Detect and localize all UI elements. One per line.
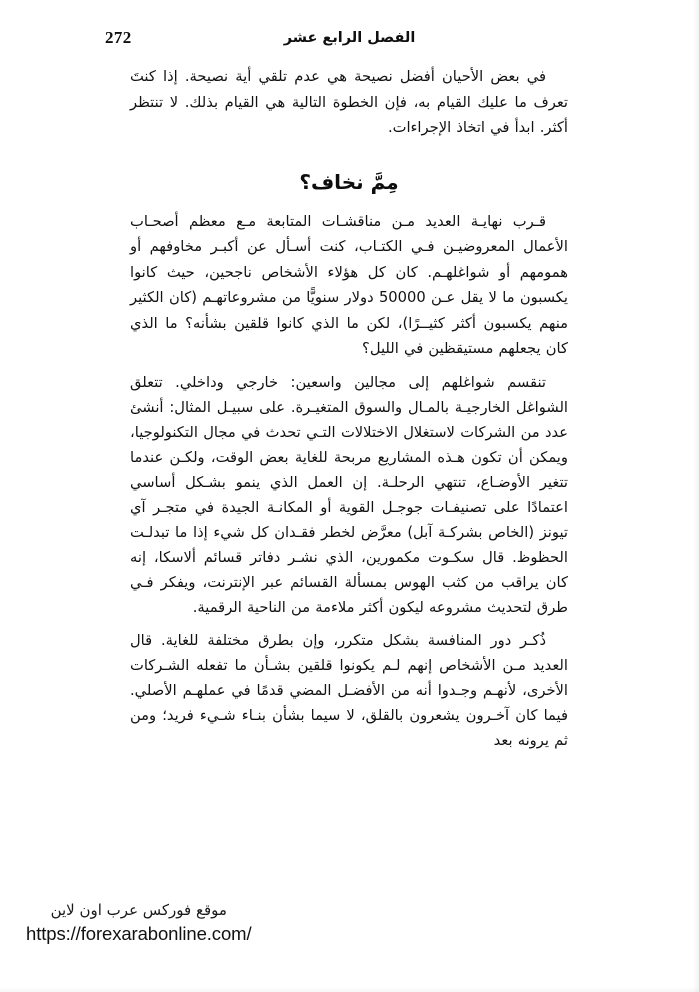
- running-head: [105, 26, 594, 56]
- chapter-title: الفصل الرابع عشر: [283, 30, 416, 46]
- page-edge-shading-right: [693, 0, 699, 992]
- watermark-site-name: موقع فوركس عرب اون لاين: [50, 901, 227, 919]
- page-edge-shading-bottom: [0, 987, 699, 992]
- watermark-url: https://forexarabonline.com/: [26, 923, 252, 944]
- watermark: [26, 899, 252, 946]
- paragraph-external-internal-concerns: تنقسم شواغلهم إلى مجالين واسعين: خارجي وداخلي. تتعلق الشواغل الخارجيـة بالمـال والسوق المتغيـرة. على سبيـل المثال: أنشئ عدد من الشركات لاستغلال الاختلالات التـي تحدث في مجال التكنولوجيا، ويمكن أن تكون هـذه المشاريع مربحة للغاية بعض الوقت، ولكـن عندما تتغير الأوضـاع، تنتهي الرحلـة. إن العمل الذي ينمو بشـكل أساسي اعتمادًا على تصنيفـات جوجـل القوية أو المكانـة الجيدة في متجـر آي تيونز (الخاص بشركـة آبل) معرَّض لخطر فقـدان كل شيء إذا ما تبدلـت الحظوظ. قال سكـوت مكمورين، الذي نشـر دفاتر قسائم ألاسكا، إنه كان يراقب من كثب الهوس بمسألة القسائم عبر الإنترنت، ويفكر فـي طرق لتحديث مشروعه ليكون أكثر ملاءمة من الناحية الرقمية.: [130, 373, 568, 616]
- text-column: [130, 64, 568, 755]
- paragraph-opening: في بعض الأحيان أفضل نصيحة هي عدم تلقي أية نصيحة. إذا كنتَ تعرف ما عليك القيام به، فإن الخطوة التالية هي القيام بذلك. لا تنتظر أكثر. ابدأ في اتخاذ الإجراءات.: [130, 68, 568, 136]
- paragraph-competition: ذُكـر دور المنافسة بشكل متكرر، وإن بطرق مختلفة للغاية. قال العديد مـن الأشخاص إنهم لـم يكونوا قلقين بشـأن ما تفعله الشـركات الأخرى، لأنهـم وجـدوا أنه من الأفضـل المضي قدمًا في عملهـم الأصلي. فيما كان آخـرون يشعرون بالقلق، لا سيما بشأن بنـاء شـيء فريد؛ ومن ثم يرونه بعد: [130, 631, 568, 749]
- section-heading: مِمَّ نخاف؟: [299, 169, 399, 194]
- paragraph-fears-intro: قـرب نهايـة العديد مـن مناقشـات المتابعة مـع معظم أصحـاب الأعمال المعروضيـن فـي الكتـاب، كنت أسـأل عن أكبـر مخاوفهم أو همومهم أو شواغلهـم. كان كل هؤلاء الأشخاص ناجحين، حيث كانوا يكسبون ما لا يقل عـن 50000 دولار سنويًّا من مشروعاتهـم (كان الكثير منهم يكسبون أكثر كثيــرًا)، لكن ما الذي كانوا قلقين بشأنه؟ ما الذي كان يجعلهم مستيقظين في الليل؟: [130, 212, 568, 357]
- page-number: 272: [105, 28, 132, 47]
